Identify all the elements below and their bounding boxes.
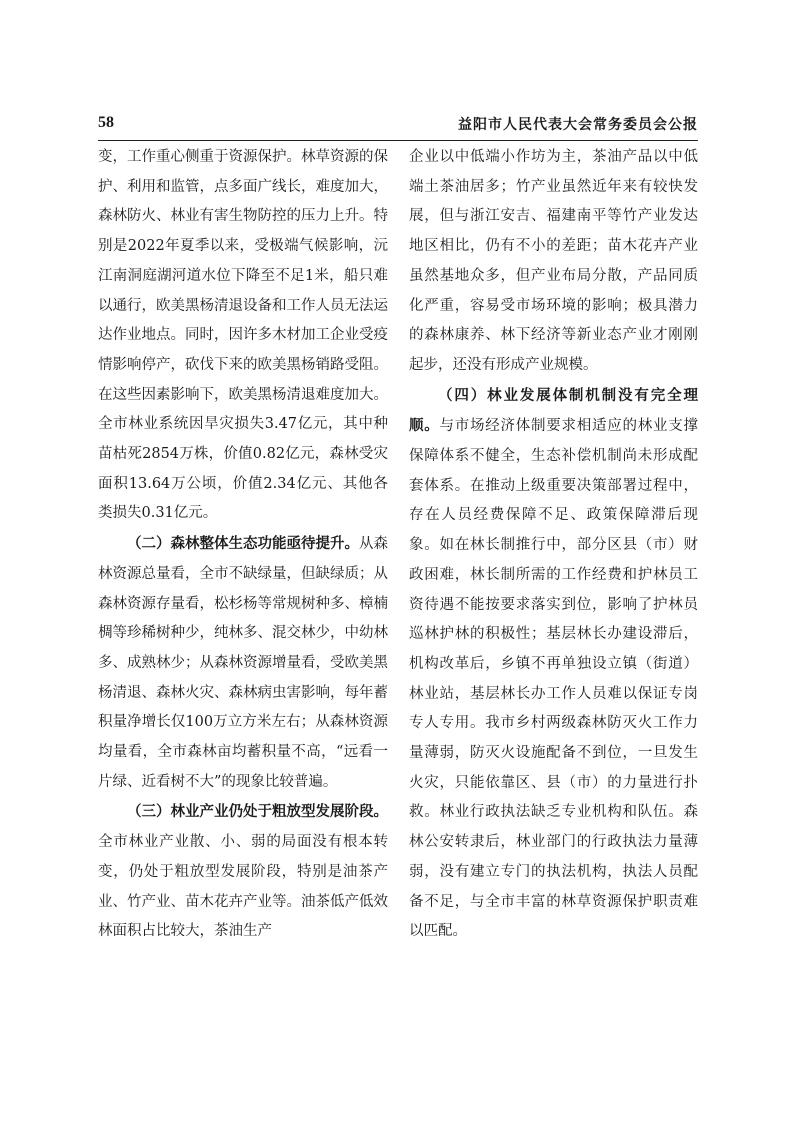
paragraph-continued-right: 企业以中低端小作坊为主，茶油产品以中低端土茶油居多；竹产业虽然近年来有较快发展，但与浙江安吉、福建南平等竹产业发达地区相比，仍有不小的差距；苗木花卉产业虽然基地众多，但产业布局分散，产品同质化严重，容易受市场环境的影响；极具潜力的森林康养、林下经济等新业态产业才刚刚起步，还没有形成产业规模。 — [409, 149, 698, 373]
section-two-paragraph — [98, 529, 388, 797]
section-four-paragraph — [409, 381, 698, 947]
journal-title: 益阳市人民代表大会常务委员会公报 — [458, 117, 698, 133]
section-three-heading: （三）林业产业仍处于粗放型发展阶段。 — [127, 803, 388, 821]
right-column — [409, 143, 698, 947]
left-column — [98, 143, 388, 947]
section-three-paragraph — [98, 797, 388, 947]
section-two-body: 从森林资源总量看，全市不缺绿量，但缺绿质；从森林资源存量看，松杉杨等常规树种多、樟楠椆等珍稀树种少，纯林多、混交林少，中幼林多、成熟林少；从森林资源增量看，受欧美黑杨清退、森林火灾、森林病虫害影响，每年蓄积量净增长仅100万立方米左右；从森林资源均量看，全市森林亩均蓄积量不高，“远看一片绿、近看树不大”的现象比较普遍。 — [98, 536, 388, 790]
page-number: 58 — [98, 114, 114, 131]
section-two-heading: （二）森林整体生态功能亟待提升。 — [127, 535, 359, 553]
page-header — [98, 110, 698, 141]
section-four-heading: （四）林业发展体制机制没有完全理顺。 — [409, 386, 698, 435]
paragraph-continued: 变，工作重心侧重于资源保护。林草资源的保护、利用和监管，点多面广线长，难度加大，森林防火、林业有害生物防控的压力上升。特别是2022年夏季以来，受极端气候影响，沅江南洞庭湖河道水位下降至不足1米，船只难以通行，欧美黑杨清退设备和工作人员无法运达作业地点。同时，因许多木材加工企业受疫情影响停产，砍伐下来的欧美黑杨销路受阻。在这些因素影响下，欧美黑杨清退难度加大。全市林业系统因旱灾损失3.47亿元，其中种苗枯死2854万株，价值0.82亿元，森林受灾面积13.64万公顷，价值2.34亿元、其他各类损失0.31亿元。 — [98, 149, 388, 522]
section-four-body: 与市场经济体制要求相适应的林业支撑保障体系不健全，生态补偿机制尚未形成配套体系。在推动上级重要决策部署过程中，存在人员经费保障不足、政策保障滞后现象。如在林长制推行中，部分区县（市）财政困难，林长制所需的工作经费和护林员工资待遇不能按要求落实到位，影响了护林员巡林护林的积极性；基层林长办建设滞后，机构改革后，乡镇不再单独设立镇（街道）林业站，基层林长办工作人员难以保证专岗专人专用。我市乡村两级森林防灭火工作力量薄弱，防灭火设施配备不到位，一旦发生火灾，只能依靠区、县（市）的力量进行扑救。林业行政执法缺乏专业机构和队伍。森林公安转隶后，林业部门的行政执法力量薄弱，没有建立专门的执法机构，执法人员配备不足，与全市丰富的林草资源保护职责难以匹配。 — [409, 418, 698, 940]
section-three-body: 全市林业产业散、小、弱的局面没有根本转变，仍处于粗放型发展阶段，特别是油茶产业、竹产业、苗木花卉产业等。油茶低产低效林面积占比较大，茶油生产 — [98, 834, 388, 940]
